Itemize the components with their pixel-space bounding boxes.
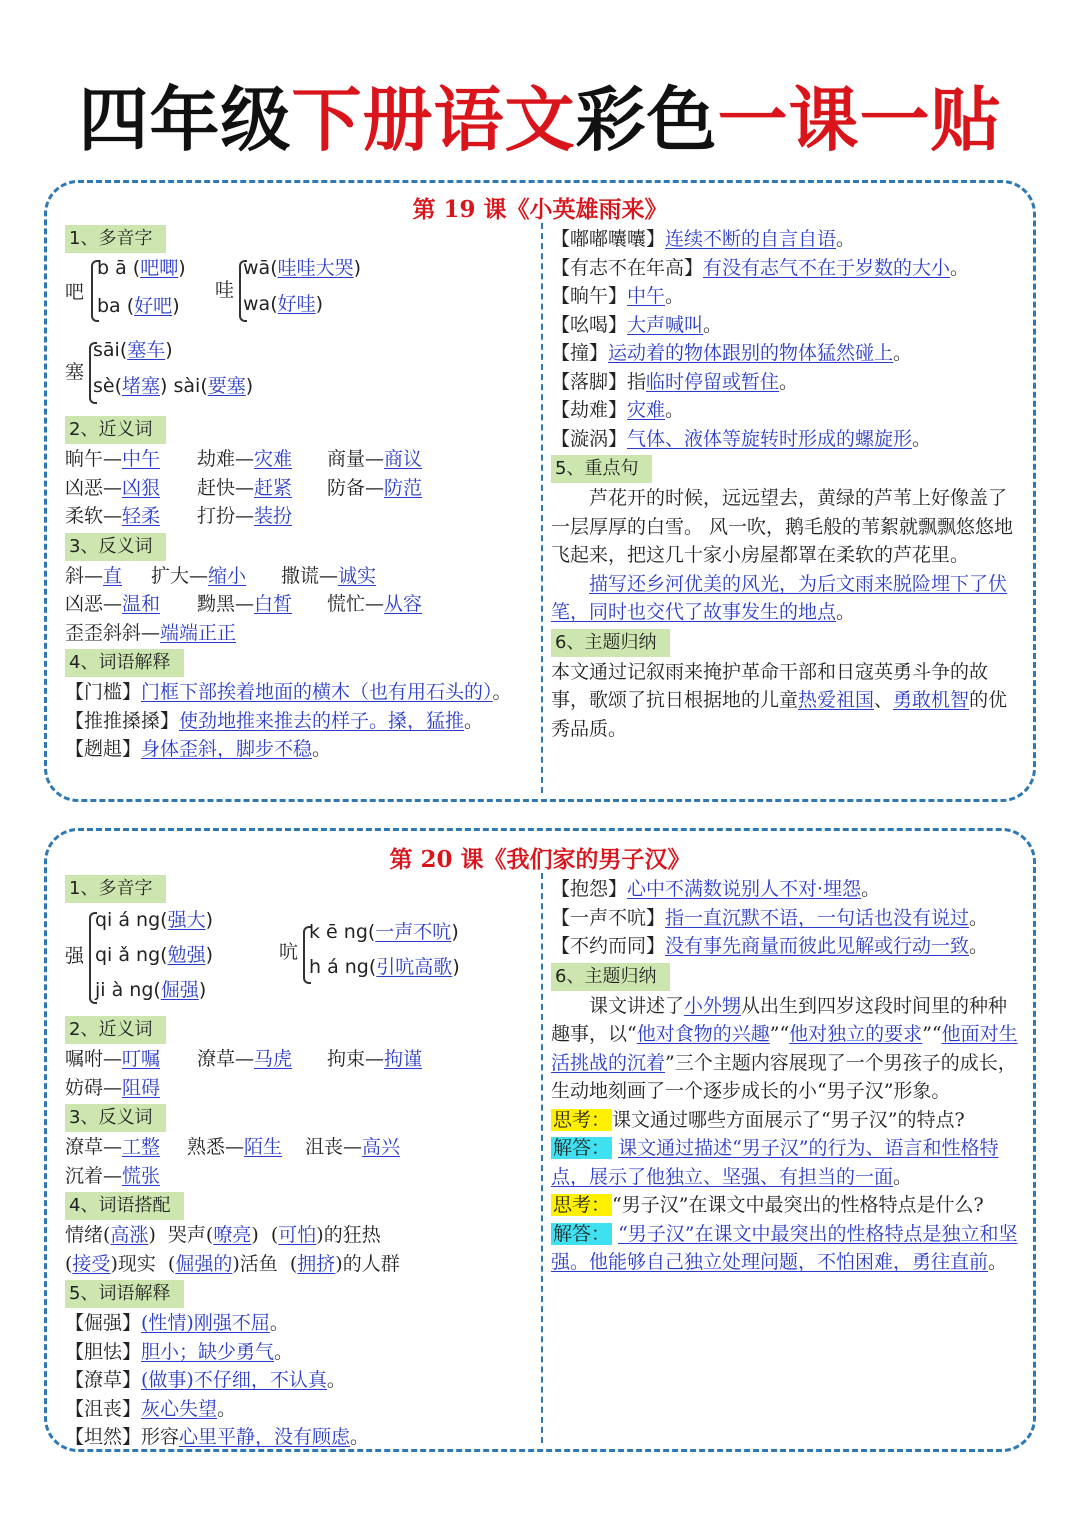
column-divider: [541, 873, 543, 1443]
title-part-3: 彩色: [575, 79, 718, 161]
think-question-1: 思考： 课文通过哪些方面展示了“男子汉”的特点?: [553, 1108, 965, 1131]
answer-1: 解答： 课文通过描述“男子汉”的行为、语言和性格特点，展示了他独立、坚强、有担当的一面。: [551, 1137, 999, 1188]
theme-summary: 课文讲述了小外甥从出生到四岁这段时间里的种种趣事，以“他对食物的兴趣”“他对独立的要求”“他面对生活挑战的沉着”三个主题内容展现了一个男孩子的成长，生动地刻画了一个逐步成长的小“男子汉”形象。: [551, 994, 1018, 1102]
definition-item: 【嘟嘟囔囔】连续不断的自言自语。: [551, 228, 856, 250]
lesson-19-right-column: [551, 225, 1021, 743]
column-divider: [541, 223, 543, 793]
lesson-20-right-column: [551, 875, 1021, 1277]
definition-item: 【推推搡搡】使劲地推来推去的样子。搡，猛推。: [65, 709, 484, 732]
polyphone-group: 强 qi á ng(强大) qi ǎ ng(勉强) ji à ng(倔强) 吭 k ē ng(一声不吭) h á ng(引吭高歌): [65, 904, 535, 1014]
section-heading: 6、主题归纳: [551, 963, 670, 991]
lesson-19-card: [44, 180, 1036, 802]
lesson-19-left-column: [65, 223, 535, 764]
section-heading: 3、反义词: [65, 1104, 166, 1132]
antonym-row: 歪歪斜斜—端端正正: [65, 621, 237, 644]
collocation-row: 情绪(高涨) 哭声(嘹亮) (可怕)的狂热: [65, 1224, 381, 1246]
definition-item: 【晌午】中午。: [551, 285, 685, 307]
think-question-2: 思考： “男子汉”在课文中最突出的性格特点是什么?: [553, 1194, 984, 1216]
definition-item: 【倔强】(性情)刚强不屈。: [65, 1312, 289, 1334]
answer-2: 解答： “男子汉”在课文中最突出的性格特点是独立和坚强。他能够自己独立处理问题，不怕困难，勇往直前。: [551, 1222, 1018, 1273]
title-part-1: 四年级: [78, 79, 292, 161]
section-heading: 1、多音字: [65, 225, 166, 253]
antonym-row: 潦草—工整 熟悉—陌生 沮丧—高兴: [65, 1136, 401, 1158]
definition-item: 【劫难】灾难。: [551, 399, 685, 421]
lesson-20-title: 第 20 课《我们家的男子汉》: [389, 846, 691, 873]
definition-item: 【坦然】形容心里平静，没有顾虑。: [65, 1426, 370, 1448]
definition-item: 【撞】运动着的物体跟别的物体猛然碰上。: [551, 342, 913, 364]
title-part-4: 一课一贴: [717, 79, 1002, 161]
definition-item: 【抱怨】心中不满数说别人不对·埋怨。: [551, 878, 881, 900]
answer-label: 解答：: [553, 1137, 611, 1159]
definition-item: 【潦草】(做事)不仔细，不认真。: [65, 1369, 346, 1391]
definition-item: 【吆喝】大声喊叫。: [551, 313, 723, 336]
definition-item: 【不约而同】没有事先商量而彼此见解或行动一致。: [551, 935, 989, 957]
synonym-row: 妨碍—阻碍: [65, 1076, 161, 1099]
key-sentence-note: 描写还乡河优美的风光，为后文雨来脱险埋下了伏笔，同时也交代了故事发生的地点。: [551, 572, 1008, 623]
section-heading: 3、反义词: [65, 533, 166, 561]
page-title: [0, 72, 1080, 168]
section-heading: 6、主题归纳: [551, 629, 670, 657]
antonym-row: 沉着—慌张: [65, 1164, 161, 1187]
synonym-row: 凶恶—凶狠 赶快—赶紧 防备—防范: [65, 476, 423, 499]
polyphone-sai: 塞 sāi(塞车) sè(堵塞) sài(要塞): [65, 332, 535, 414]
section-heading: 5、重点句: [551, 455, 652, 483]
answer-label: 解答：: [553, 1222, 611, 1245]
definition-item: 【沮丧】灰心失望。: [65, 1397, 237, 1420]
synonym-row: 晌午—中午 劫难—灾难 商量—商议: [65, 448, 423, 470]
definition-item: 【落脚】指临时停留或暂住。: [551, 370, 799, 393]
definition-item: 【趔趄】身体歪斜，脚步不稳。: [65, 738, 332, 760]
section-heading: 2、近义词: [65, 416, 166, 444]
key-sentence: 芦花开的时候，远远望去，黄绿的芦苇上好像盖了一层厚厚的白雪。 风一吹，鹅毛般的苇絮就飘飘悠悠地飞起来，把这几十家小房屋都罩在柔软的芦花里。: [551, 487, 1014, 566]
definition-item: 【一声不吭】指一直沉默不语，一句话也没有说过。: [551, 906, 989, 929]
collocation-row: (接受)现实 (倔强的)活鱼 (拥挤)的人群: [65, 1252, 400, 1275]
definition-item: 【门槛】门框下部挨着地面的横木（也有用石头的）。: [65, 681, 512, 703]
lesson-20-card: [44, 828, 1036, 1452]
definition-item: 【有志不在年高】有没有志气不在于岁数的大小。: [551, 256, 970, 279]
lesson-19-title: 第 19 课《小英雄雨来》: [412, 196, 668, 223]
section-heading: 5、词语解释: [65, 1280, 184, 1308]
lesson-20-left-column: [65, 873, 535, 1452]
definition-item: 【胆怯】胆小；缺少勇气。: [65, 1340, 294, 1363]
antonym-row: 斜—直 扩大—缩小 撒谎—诚实: [65, 564, 377, 587]
title-part-2: 下册语文: [291, 79, 576, 161]
theme-summary: 本文通过记叙雨来掩护革命干部和日寇英勇斗争的故事，歌颂了抗日根据地的儿童热爱祖国、勇敢机智的优秀品质。: [551, 660, 1008, 740]
antonym-row: 凶恶—温和 黝黑—白皙 慌忙—从容: [65, 593, 423, 615]
section-heading: 2、近义词: [65, 1016, 166, 1044]
section-heading: 4、词语搭配: [65, 1192, 184, 1220]
synonym-row: 柔软—轻柔 打扮—装扮: [65, 505, 293, 527]
section-heading: 1、多音字: [65, 875, 166, 903]
synonym-row: 嘱咐—叮嘱 潦草—马虎 拘束—拘谨: [65, 1048, 423, 1070]
definition-item: 【漩涡】气体、液体等旋转时形成的螺旋形。: [551, 427, 932, 450]
polyphone-group: 吧 b ā (吧唧) ba (好吧) 哇 wā(哇哇大哭) wa(好哇): [65, 254, 535, 332]
think-label: 思考：: [553, 1194, 611, 1216]
think-label: 思考：: [553, 1108, 611, 1131]
section-heading: 4、词语解释: [65, 649, 184, 677]
